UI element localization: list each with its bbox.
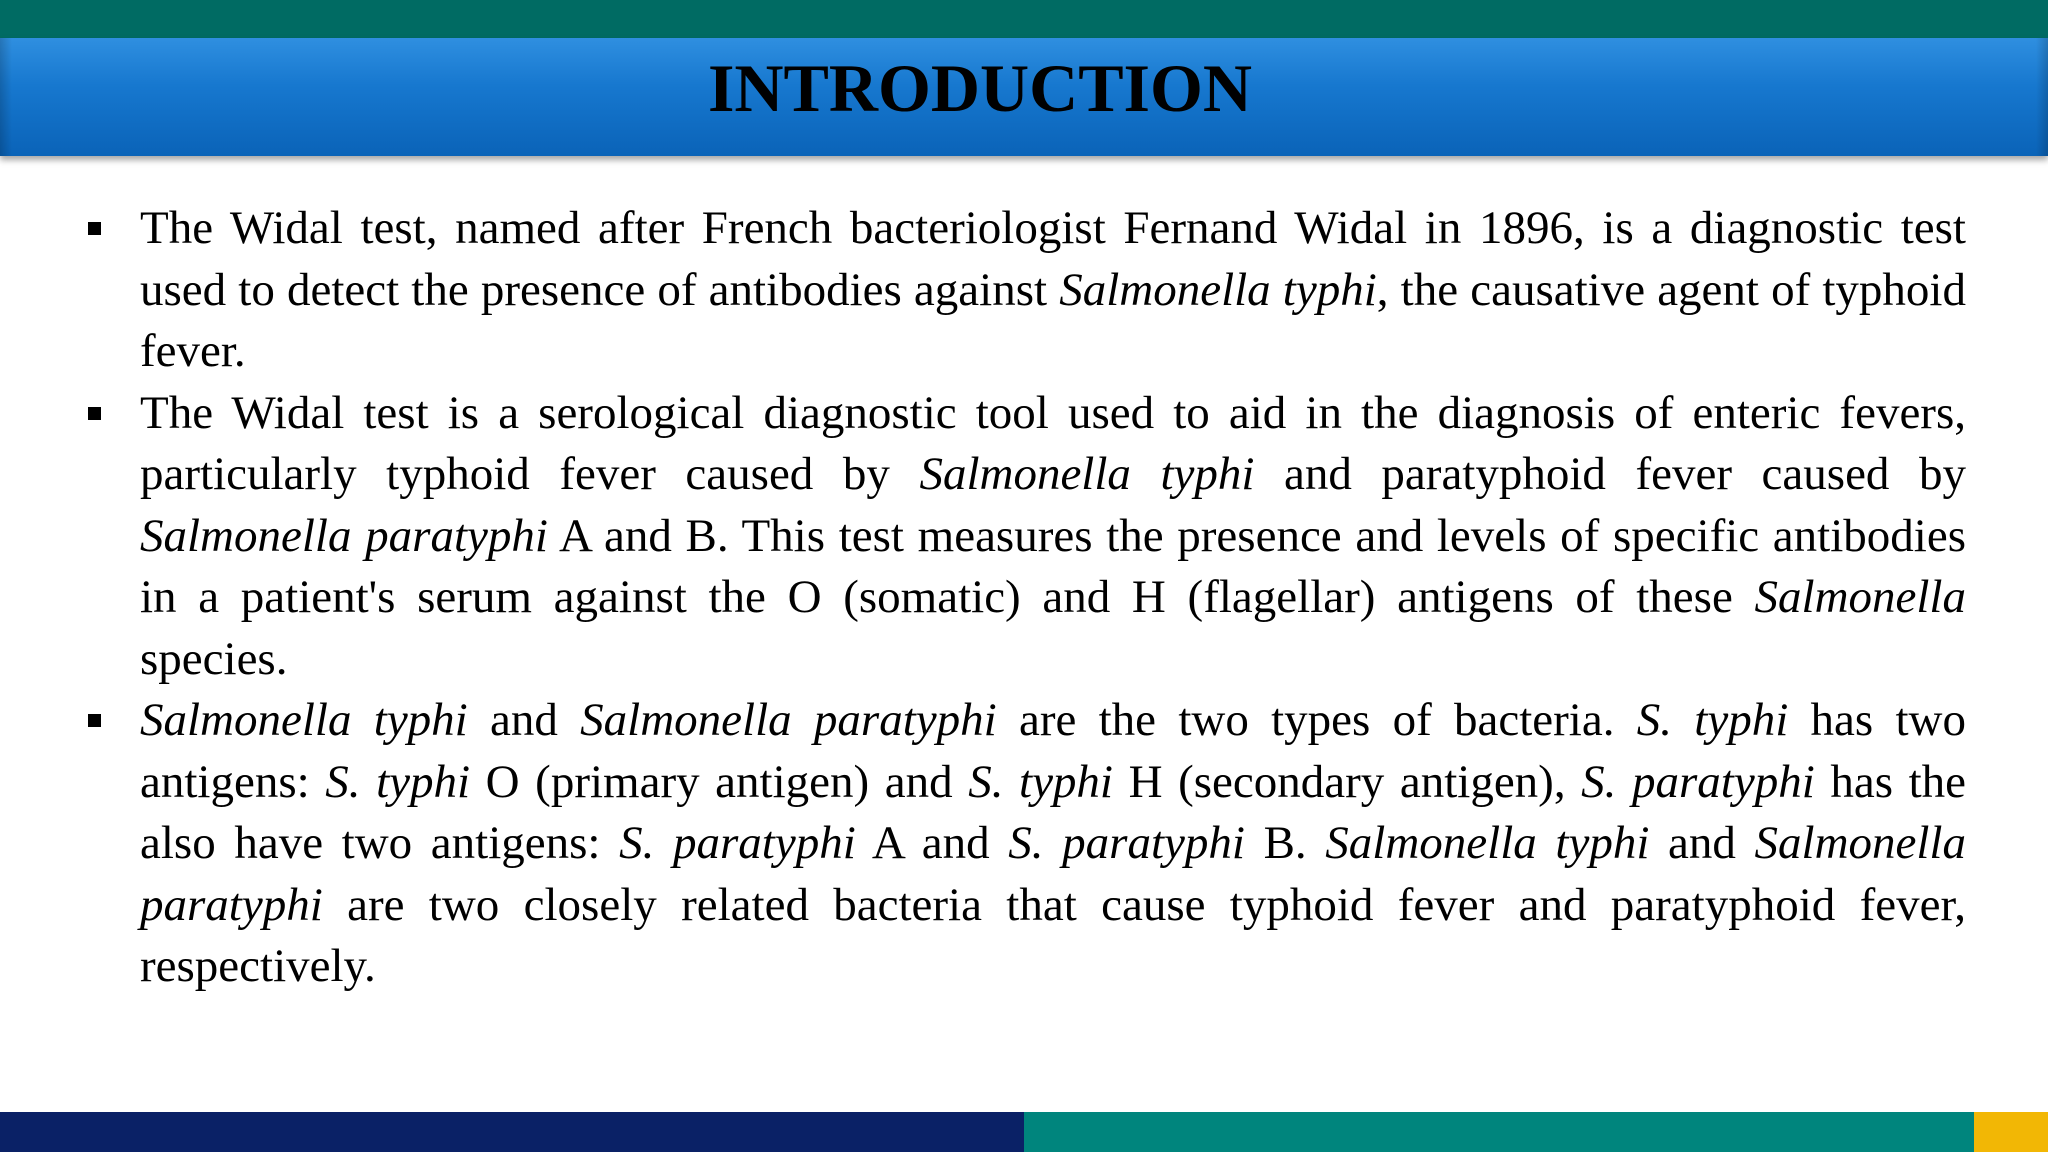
italic-segment: S. paratyphi [619, 817, 856, 869]
italic-segment: S. paratyphi [1581, 755, 1815, 808]
top-accent-band [0, 0, 2048, 38]
bullet-list [88, 198, 1966, 998]
italic-segment: Salmonella typhi [1325, 817, 1650, 869]
square-bullet-icon [88, 714, 101, 727]
bullet-text-3 [140, 694, 1966, 992]
footer-band-teal [1024, 1112, 1974, 1152]
square-bullet-icon [88, 407, 101, 420]
text-segment: H (secondary antigen), [1113, 755, 1582, 808]
text-segment: A and [855, 817, 1009, 869]
text-segment: has two antigens: [140, 694, 1966, 808]
text-segment: The Widal test, named after French bacteriologist Fernand Widal in 1896, is a diagnostic test used to detect the presence of antibodies against [140, 202, 1966, 316]
italic-segment: Salmonella paratyphi [140, 509, 548, 562]
title-bar-right-shade [2036, 38, 2048, 156]
text-segment: and paratyphoid fever caused by [1254, 448, 1966, 500]
italic-segment: Salmonella paratyphi [140, 817, 1966, 931]
bullet-text-2 [140, 387, 1966, 685]
text-segment: B. [1244, 817, 1326, 869]
italic-segment: Salmonella [1754, 571, 1966, 623]
text-segment: , the causative agent of typhoid fever. [140, 263, 1966, 377]
text-segment: A and B. This test measures the presence and levels of specific antibodies in a patient's serum against the O (somatic) and H (flagellar) antigens of these [140, 509, 1966, 623]
footer-band-navy [0, 1112, 1024, 1152]
italic-segment: Salmonella typhi [140, 694, 468, 746]
square-bullet-icon [88, 222, 101, 235]
text-segment: are the two types of bacteria. [996, 694, 1637, 746]
title-bar [0, 38, 2048, 156]
bullet-item [88, 690, 1966, 998]
italic-segment: Salmonella paratyphi [580, 694, 997, 746]
bullet-text-1 [140, 202, 1966, 377]
text-segment: are two closely related bacteria that cause typhoid fever and paratyphoid fever, respectively. [140, 878, 1966, 992]
bullet-item [88, 383, 1966, 691]
text-segment: and [467, 694, 581, 746]
italic-segment: Salmonella typhi [1059, 263, 1377, 316]
text-segment: has the also have two antigens: [140, 755, 1966, 869]
footer-band-gold [1974, 1112, 2048, 1152]
italic-segment: S. typhi [1636, 694, 1789, 746]
bullet-item [88, 198, 1966, 383]
italic-segment: S. paratyphi [1008, 817, 1245, 869]
italic-segment: S. typhi [325, 755, 471, 808]
text-segment: The Widal test is a serological diagnostic tool used to aid in the diagnosis of enteric fevers, particularly typhoid fever caused by [140, 386, 1966, 500]
italic-segment: S. typhi [968, 755, 1113, 808]
slide-title: INTRODUCTION [707, 50, 1253, 126]
italic-segment: Salmonella typhi [919, 448, 1255, 500]
text-segment: species. [140, 632, 288, 685]
text-segment: and [1649, 817, 1755, 869]
text-segment: O (primary antigen) and [470, 755, 969, 808]
